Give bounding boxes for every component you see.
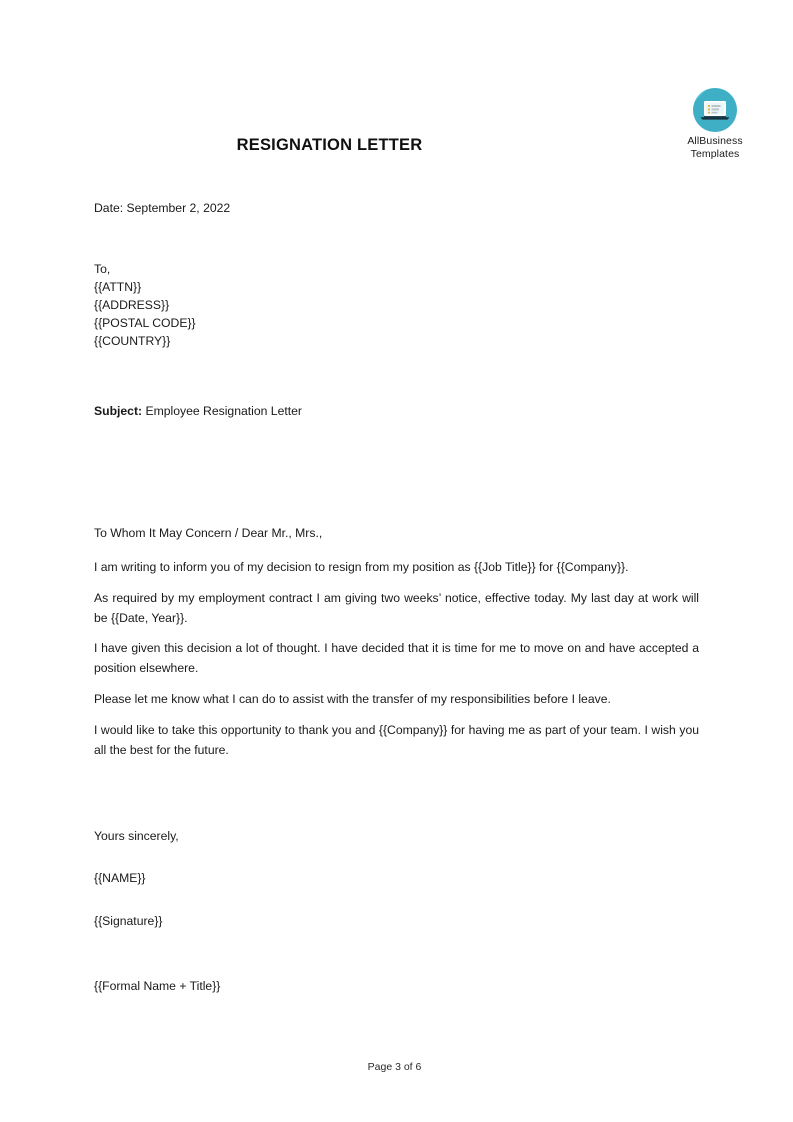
recipient-address-block bbox=[94, 260, 196, 350]
subject-line bbox=[94, 402, 302, 421]
date-line: Date: September 2, 2022 bbox=[94, 201, 231, 215]
subject-label: Subject: bbox=[94, 404, 143, 418]
laptop-icon bbox=[693, 88, 737, 132]
letter-paragraphs bbox=[94, 558, 699, 760]
signature-placeholder: {{Signature}} bbox=[94, 913, 163, 928]
address-line: {{ATTN}} bbox=[94, 280, 142, 295]
closing-block bbox=[94, 827, 699, 996]
salutation: To Whom It May Concern / Dear Mr., Mrs., bbox=[94, 526, 323, 540]
formal-name-title: {{Formal Name + Title}} bbox=[94, 978, 221, 993]
letter-paragraph: Please let me know what I can do to assist with the transfer of my responsibilities before I leave. bbox=[94, 691, 611, 706]
letter-paragraph: As required by my employment contract I am giving two weeks’ notice, effective today. My last day at work will be {{Date, Year}}. bbox=[94, 590, 699, 625]
address-line: {{ADDRESS}} bbox=[94, 298, 170, 313]
letter-paragraph: I would like to take this opportunity to thank you and {{Company}} for having me as part of your team. I wish you all the best for the future. bbox=[94, 722, 699, 757]
address-line: {{POSTAL CODE}} bbox=[94, 316, 196, 331]
page-title: RESIGNATION LETTER bbox=[236, 136, 423, 154]
logo-text-line1: AllBusiness bbox=[687, 135, 743, 147]
address-line: {{COUNTRY}} bbox=[94, 334, 171, 349]
sign-off: Yours sincerely, bbox=[94, 829, 179, 843]
letter-paragraph: I have given this decision a lot of thought. I have decided that it is time for me to move on and have accepted a position elsewhere. bbox=[94, 641, 699, 676]
address-line: To, bbox=[94, 262, 111, 276]
logo-text-line2: Templates bbox=[690, 147, 740, 160]
subject-value: Employee Resignation Letter bbox=[145, 404, 302, 418]
sender-name: {{NAME}} bbox=[94, 871, 146, 886]
page-footer: Page 3 of 6 bbox=[367, 1061, 422, 1073]
letter-paragraph: I am writing to inform you of my decision to resign from my position as {{Job Title}} for {{Company}}. bbox=[94, 560, 629, 574]
logo-circle bbox=[693, 88, 737, 132]
